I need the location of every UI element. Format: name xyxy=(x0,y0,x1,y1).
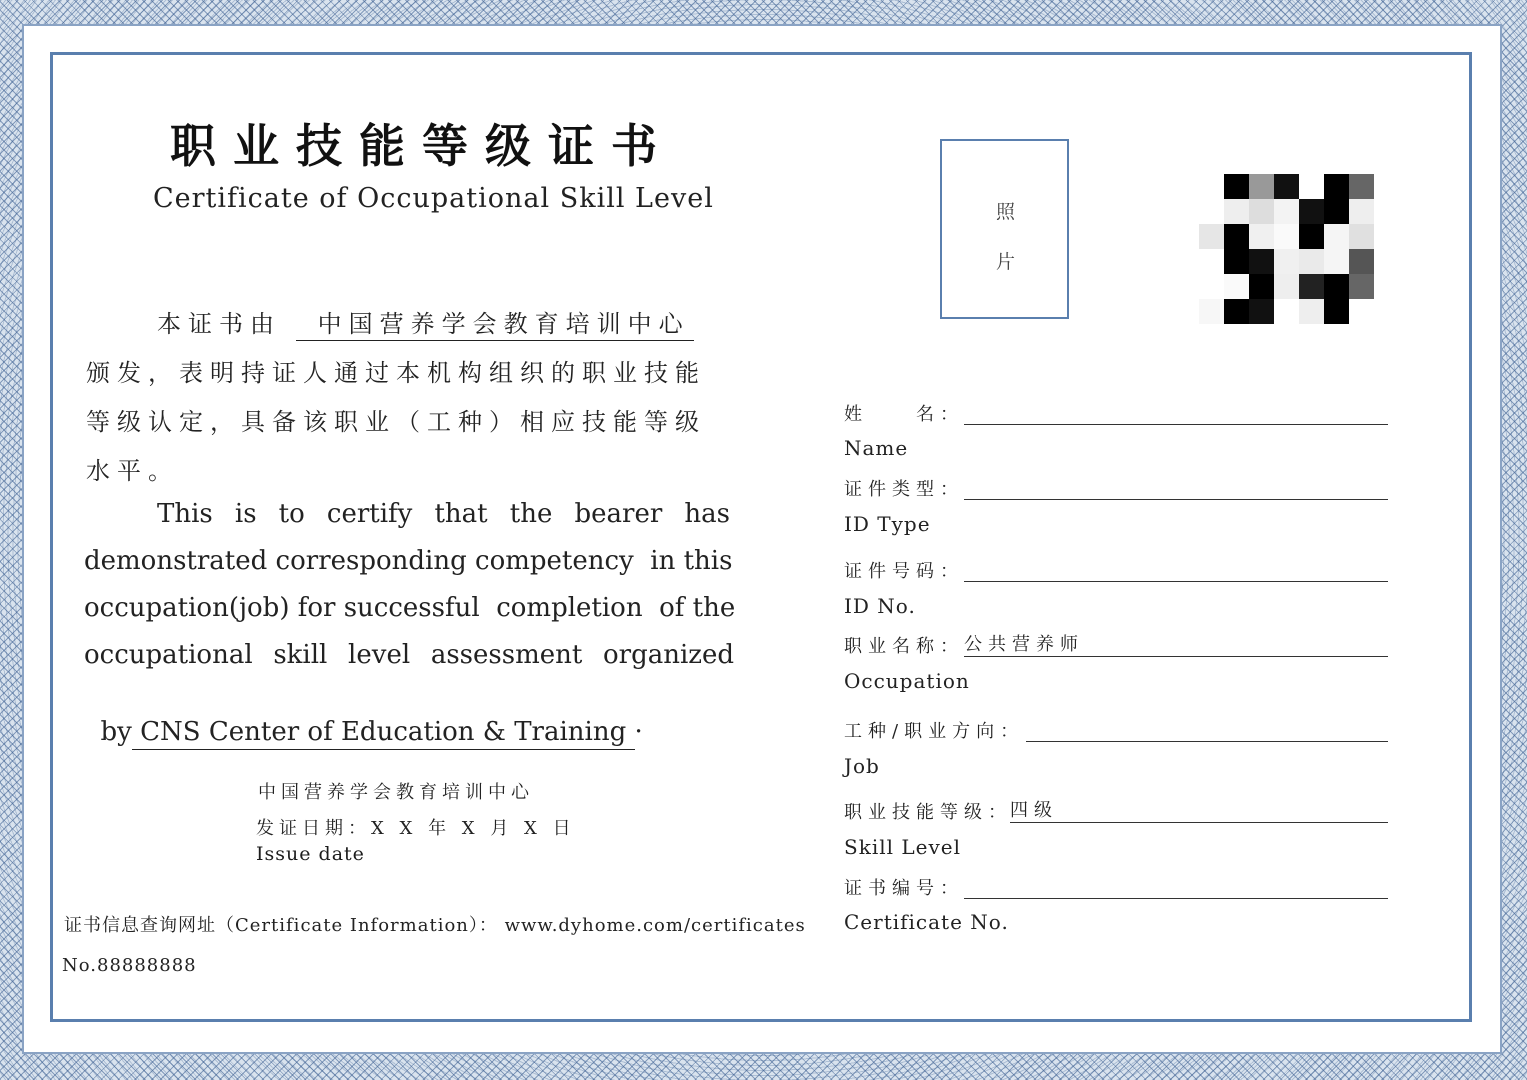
en-word: to xyxy=(278,499,305,529)
zh-line1-prefix: 本证书由 xyxy=(157,310,281,338)
en-word: This xyxy=(157,499,213,529)
certificate-serial-number: No.88888888 xyxy=(62,955,197,976)
certificate-query-url: 证书信息查询网址（Certificate Information）： www.dyhome.com/certificates xyxy=(64,915,806,936)
field-skill-level-value: 四级 xyxy=(1010,800,1058,821)
field-name-label-en: Name xyxy=(844,436,909,460)
field-idtype-line[interactable] xyxy=(964,499,1388,500)
title-zh: 职业技能等级证书 xyxy=(170,119,674,173)
field-skill-level-line[interactable] xyxy=(1010,822,1388,823)
en-statement-line1 xyxy=(157,499,730,529)
field-idtype-label-zh: 证件类型： xyxy=(844,479,964,500)
en-word: bearer xyxy=(574,499,663,529)
en-statement-line5 xyxy=(84,687,643,747)
field-occupation-label-zh: 职业名称： xyxy=(844,636,964,657)
field-cert-no-line[interactable] xyxy=(964,898,1388,899)
issuer-name: 中国营养学会教育培训中心 xyxy=(258,782,534,803)
en-word: assessment xyxy=(430,640,583,670)
photo-placeholder xyxy=(940,139,1069,319)
zh-statement-line1 xyxy=(157,304,694,339)
en-word: level xyxy=(348,640,411,670)
en-word: organized xyxy=(602,640,734,670)
field-occupation-label-en: Occupation xyxy=(844,669,970,693)
en-word: has xyxy=(684,499,730,529)
field-job-line[interactable] xyxy=(1026,741,1388,742)
title-en: Certificate of Occupational Skill Level xyxy=(153,183,714,214)
zh-issuer-name: 中国营养学会教育培训中心 xyxy=(296,310,694,341)
field-skill-level-label-en: Skill Level xyxy=(844,835,962,859)
en-word: that xyxy=(434,499,488,529)
field-idno-line[interactable] xyxy=(964,581,1388,582)
field-occupation-line[interactable] xyxy=(964,656,1388,657)
en-word: skill xyxy=(273,640,328,670)
en-org-name: CNS Center of Education & Training xyxy=(132,717,635,750)
zh-statement-line3: 等级认定，具备该职业（工种）相应技能等级 xyxy=(86,408,706,436)
zh-statement-line2: 颁发，表明持证人通过本机构组织的职业技能 xyxy=(86,359,706,387)
issue-date: 发证日期：X X 年 X 月 X 日 xyxy=(256,818,576,839)
en-word: certify xyxy=(326,499,413,529)
field-idno-label-en: ID No. xyxy=(844,594,916,618)
en-statement-line3: occupation(job) for successful completion of the xyxy=(84,593,736,623)
field-occupation-value: 公共营养师 xyxy=(964,634,1084,655)
zh-statement-line4: 水平。 xyxy=(86,457,179,485)
en-word: the xyxy=(509,499,553,529)
photo-char-2: 片 xyxy=(996,251,1016,273)
en-statement-line2: demonstrated corresponding competency in this xyxy=(84,546,733,576)
en-word: is xyxy=(234,499,257,529)
redacted-qr-code xyxy=(1199,174,1374,324)
issue-date-en: Issue date xyxy=(256,843,365,865)
en-word: occupational xyxy=(84,640,253,670)
en-line5-suffix: · xyxy=(634,717,643,747)
photo-char-1: 照 xyxy=(996,201,1016,223)
en-statement-line4 xyxy=(84,640,734,670)
field-cert-no-label-en: Certificate No. xyxy=(844,910,1009,934)
en-line5-prefix: by xyxy=(100,717,132,747)
field-name-line[interactable] xyxy=(964,424,1388,425)
field-idno-label-zh: 证件号码： xyxy=(844,561,964,582)
field-idtype-label-en: ID Type xyxy=(844,512,931,536)
field-name-label-zh: 姓 名： xyxy=(844,404,964,425)
field-cert-no-label-zh: 证书编号： xyxy=(844,878,964,899)
field-job-label-en: Job xyxy=(844,754,880,778)
field-skill-level-label-zh: 职业技能等级： xyxy=(844,802,1012,823)
field-job-label-zh: 工种/职业方向： xyxy=(844,721,1025,742)
